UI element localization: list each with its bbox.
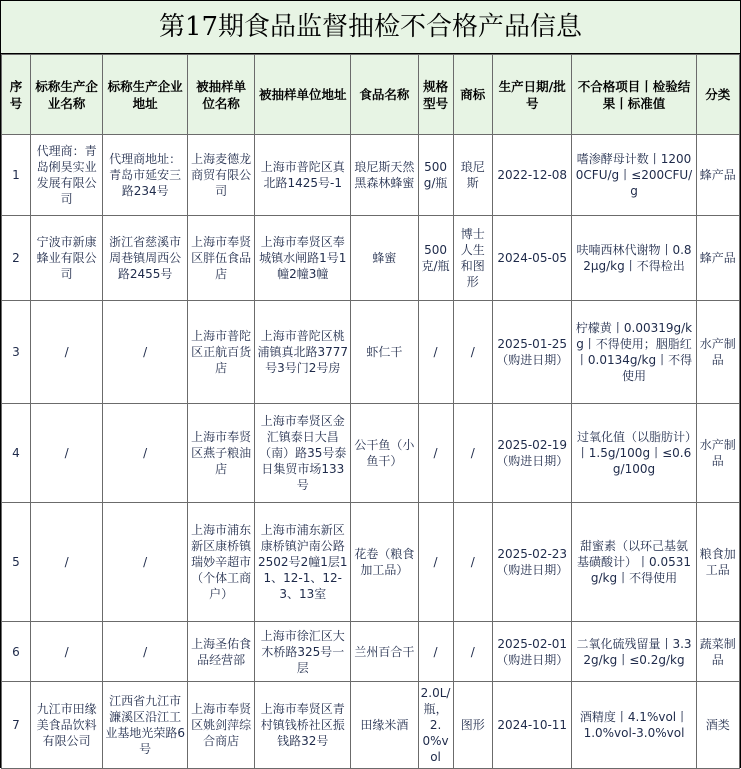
cell-sampled-unit: 上海市奉贤区胖伍食品店 xyxy=(188,216,255,301)
cell-category: 酒类 xyxy=(696,682,739,769)
cell-failed-items: 过氧化值（以脂肪计）丨1.5g/100g丨≤0.6g/100g xyxy=(572,404,696,503)
cell-food-name: 蜂蜜 xyxy=(351,216,418,301)
cell-sampled-address: 上海市浦东新区康桥镇沪南公路2502号2幢1层11、12-1、12-3、13室 xyxy=(255,503,351,622)
header-category: 分类 xyxy=(696,55,739,135)
cell-category: 蜂产品 xyxy=(696,135,739,216)
cell-producer-address: / xyxy=(103,503,188,622)
header-producer: 标称生产企业名称 xyxy=(30,55,102,135)
cell-failed-items: 嗜渗酵母计数丨12000CFU/g丨≤200CFU/g xyxy=(572,135,696,216)
cell-no: 5 xyxy=(2,503,31,622)
cell-brand: 博士人生和图形 xyxy=(453,216,492,301)
cell-producer: 宁波市新康蜂业有限公司 xyxy=(30,216,102,301)
cell-producer-address: 代理商地址：青岛市延安三路234号 xyxy=(103,135,188,216)
cell-category: 水产制品 xyxy=(696,404,739,503)
cell-failed-items: 甜蜜素（以环己基氨基磺酸计）丨0.0531g/kg丨不得使用 xyxy=(572,503,696,622)
cell-category: 水产制品 xyxy=(696,301,739,404)
header-producer-address: 标称生产企业地址 xyxy=(103,55,188,135)
cell-date: 2024-05-05 xyxy=(492,216,572,301)
table-row xyxy=(2,301,740,404)
cell-date: 2024-10-11 xyxy=(492,682,572,769)
cell-spec: 2.0L/瓶，2.0%vol xyxy=(418,682,453,769)
header-failed-items: 不合格项目丨检验结果丨标准值 xyxy=(572,55,696,135)
cell-date: 2022-12-08 xyxy=(492,135,572,216)
cell-producer-address: / xyxy=(103,404,188,503)
cell-sampled-unit: 上海麦德龙商贸有限公司 xyxy=(188,135,255,216)
cell-sampled-address: 上海市普陀区真北路1425号-1 xyxy=(255,135,351,216)
cell-no: 1 xyxy=(2,135,31,216)
cell-no: 3 xyxy=(2,301,31,404)
table-row xyxy=(2,503,740,622)
cell-sampled-unit: 上海圣佑食品经营部 xyxy=(188,622,255,682)
cell-failed-items: 柠檬黄丨0.00319g/kg丨不得使用；胭脂红丨0.0134g/kg丨不得使用 xyxy=(572,301,696,404)
cell-sampled-address: 上海市奉贤区青村镇钱桥社区振钱路32号 xyxy=(255,682,351,769)
cell-date: 2025-01-25（购进日期） xyxy=(492,301,572,404)
header-spec: 规格型号 xyxy=(418,55,453,135)
cell-failed-items: 酒精度丨4.1%vol丨1.0%vol-3.0%vol xyxy=(572,682,696,769)
header-brand: 商标 xyxy=(453,55,492,135)
cell-spec: / xyxy=(418,503,453,622)
cell-spec: / xyxy=(418,622,453,682)
cell-brand: / xyxy=(453,404,492,503)
cell-food-name: 虾仁干 xyxy=(351,301,418,404)
cell-sampled-address: 上海市奉贤区奉城镇水闸路1号1幢2幢3幢 xyxy=(255,216,351,301)
cell-sampled-unit: 上海市普陀区正航百货店 xyxy=(188,301,255,404)
cell-date: 2025-02-23（购进日期） xyxy=(492,503,572,622)
table-row xyxy=(2,404,740,503)
cell-sampled-unit: 上海市奉贤区姚剑萍综合商店 xyxy=(188,682,255,769)
cell-sampled-address: 上海市普陀区桃浦镇真北路3777号3号门2号房 xyxy=(255,301,351,404)
cell-sampled-address: 上海市徐汇区大木桥路325号一层 xyxy=(255,622,351,682)
header-no: 序号 xyxy=(2,55,31,135)
cell-producer-address: 江西省九江市濂溪区沿江工业基地光荣路6号 xyxy=(103,682,188,769)
cell-no: 6 xyxy=(2,622,31,682)
header-food-name: 食品名称 xyxy=(351,55,418,135)
cell-no: 2 xyxy=(2,216,31,301)
cell-food-name: 兰州百合干 xyxy=(351,622,418,682)
cell-producer: 代理商：青岛俐昊实业发展有限公司 xyxy=(30,135,102,216)
header-sampled-address: 被抽样单位地址 xyxy=(255,55,351,135)
cell-brand: 琅尼斯 xyxy=(453,135,492,216)
cell-brand: / xyxy=(453,503,492,622)
cell-brand: 图形 xyxy=(453,682,492,769)
cell-date: 2025-02-01（购进日期） xyxy=(492,622,572,682)
cell-category: 蜂产品 xyxy=(696,216,739,301)
cell-brand: / xyxy=(453,301,492,404)
cell-date: 2025-02-19（购进日期） xyxy=(492,404,572,503)
header-date: 生产日期/批号 xyxy=(492,55,572,135)
table-row xyxy=(2,682,740,769)
results-table xyxy=(1,54,740,769)
cell-producer-address: 浙江省慈溪市周巷镇周西公路2455号 xyxy=(103,216,188,301)
cell-no: 4 xyxy=(2,404,31,503)
cell-failed-items: 呋喃西林代谢物丨0.82μg/kg丨不得检出 xyxy=(572,216,696,301)
table-row xyxy=(2,216,740,301)
cell-no: 7 xyxy=(2,682,31,769)
table-row xyxy=(2,622,740,682)
cell-sampled-unit: 上海市浦东新区康桥镇瑞妙辛超市（个体工商户） xyxy=(188,503,255,622)
cell-producer-address: / xyxy=(103,622,188,682)
cell-category: 蔬菜制品 xyxy=(696,622,739,682)
page-title: 第17期食品监督抽检不合格产品信息 xyxy=(1,1,740,54)
cell-category: 粮食加工品 xyxy=(696,503,739,622)
header-sampled-unit: 被抽样单位名称 xyxy=(188,55,255,135)
cell-food-name: 花卷（粮食加工品） xyxy=(351,503,418,622)
cell-spec: / xyxy=(418,404,453,503)
table-header-row xyxy=(2,55,740,135)
cell-failed-items: 二氧化硫残留量丨3.32g/kg丨≤0.2g/kg xyxy=(572,622,696,682)
cell-producer: / xyxy=(30,301,102,404)
cell-sampled-address: 上海市奉贤区金汇镇泰日大昌（南）路35号泰日集贸市场133号 xyxy=(255,404,351,503)
cell-spec: / xyxy=(418,301,453,404)
cell-producer: 九江市田缘美食品饮料有限公司 xyxy=(30,682,102,769)
cell-food-name: 琅尼斯天然黑森林蜂蜜 xyxy=(351,135,418,216)
cell-producer: / xyxy=(30,404,102,503)
cell-food-name: 公干鱼（小鱼干） xyxy=(351,404,418,503)
cell-brand: / xyxy=(453,622,492,682)
cell-producer: / xyxy=(30,503,102,622)
cell-spec: 500g/瓶 xyxy=(418,135,453,216)
table-row xyxy=(2,135,740,216)
cell-producer-address: / xyxy=(103,301,188,404)
cell-producer: / xyxy=(30,622,102,682)
cell-spec: 500克/瓶 xyxy=(418,216,453,301)
cell-sampled-unit: 上海市奉贤区燕子粮油店 xyxy=(188,404,255,503)
cell-food-name: 田缘米酒 xyxy=(351,682,418,769)
